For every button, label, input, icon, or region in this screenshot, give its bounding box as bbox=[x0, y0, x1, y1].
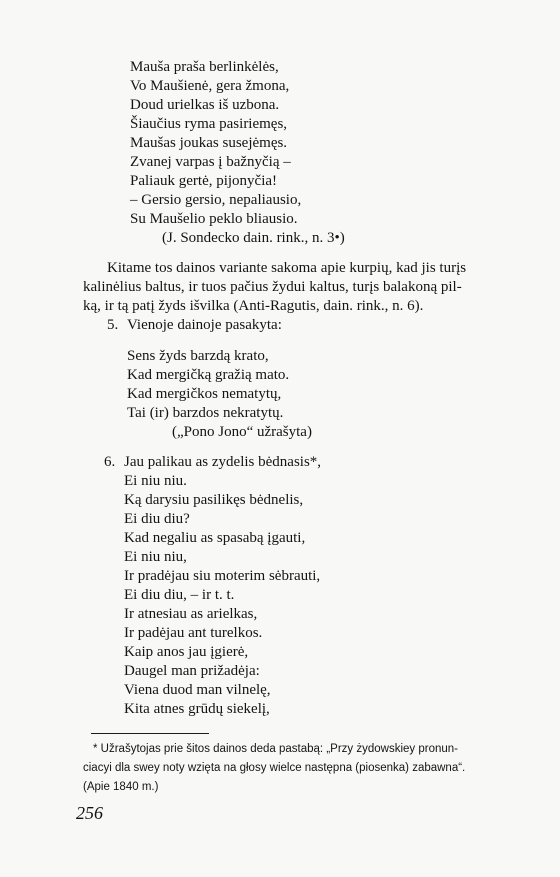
poem-line: Ir padėjau ant turelkos. bbox=[124, 625, 263, 641]
poem-line: Doud urielkas iš uzbona. bbox=[130, 97, 280, 113]
poem-line: Kaip anos jau įgierė, bbox=[124, 644, 249, 660]
paragraph-line: ką, ir tą patį žyds išvilka (Anti-Ragutis, dain. rink., n. 6). bbox=[83, 298, 424, 314]
poem-line: Kad mergičką gražią mato. bbox=[127, 367, 290, 383]
poem-line: Kad mergičkos nematytų, bbox=[127, 386, 282, 402]
poem-line: Su Maušelio peklo bliausio. bbox=[130, 211, 298, 227]
paragraph-line: kalinėlius baltus, ir tuos pačius žydui kaltus, turįs balakoną pil- bbox=[83, 279, 462, 295]
poem-line: Ir pradėjau siu moterim sėbrauti, bbox=[124, 568, 321, 584]
paragraph-line: Kitame tos dainos variante sakoma apie kurpių, kad jis turįs bbox=[107, 260, 467, 276]
poem-line: Tai (ir) barzdos nekratytų. bbox=[127, 405, 284, 421]
poem-source: („Pono Jono“ užrašyta) bbox=[172, 424, 312, 440]
poem-line: – Gersio gersio, nepaliausio, bbox=[130, 192, 302, 208]
prose-paragraph bbox=[83, 259, 533, 316]
item-number: 6. bbox=[104, 454, 116, 470]
poem-line: Kita atnes grūdų siekelį, bbox=[124, 701, 270, 717]
numbered-item-6 bbox=[104, 453, 524, 719]
poem-line: Ei niu niu. bbox=[124, 473, 187, 489]
poem-line: Kad negaliu as spasabą įgauti, bbox=[124, 530, 306, 546]
poem-line: Ir atnesiau as arielkas, bbox=[124, 606, 258, 622]
footnote-line: ciacyi dla swey noty wzięta na głosy wielce następna (piosenka) zabawna“. bbox=[83, 762, 466, 774]
footnote-line: (Apie 1840 m.) bbox=[83, 781, 159, 793]
footnote-divider bbox=[91, 733, 209, 734]
poem-line: Ką darysiu pasilikęs bėdnelis, bbox=[124, 492, 304, 508]
poem-line: Ei diu diu? bbox=[124, 511, 190, 527]
poem-line: Vo Maušienė, gera žmona, bbox=[130, 78, 290, 94]
footnote-line: * Užrašytojas prie šitos dainos deda pastabą: „Przy żydowskiey pronun- bbox=[93, 743, 458, 755]
poem-line: Jau palikau as zydelis bėdnasis*, bbox=[124, 454, 322, 470]
footnote bbox=[83, 740, 538, 797]
poem-one bbox=[130, 58, 470, 248]
poem-two bbox=[127, 347, 467, 442]
poem-line: Zvanej varpas į bažnyčią – bbox=[130, 154, 291, 170]
poem-line: Paliauk gertė, pijonyčia! bbox=[130, 173, 278, 189]
poem-line: Sens žyds barzdą krato, bbox=[127, 348, 269, 364]
poem-line: Daugel man prižadėja: bbox=[124, 663, 260, 679]
poem-line: Viena duod man vilnelę, bbox=[124, 682, 271, 698]
poem-line: Maušas joukas susejėmęs. bbox=[130, 135, 288, 151]
poem-line: Mauša praša berlinkėlės, bbox=[130, 59, 279, 75]
poem-line: Ei diu diu, – ir t. t. bbox=[124, 587, 235, 603]
poem-source: (J. Sondecko dain. rink., n. 3•) bbox=[162, 230, 345, 246]
poem-line: Ei niu niu, bbox=[124, 549, 187, 565]
numbered-item-5 bbox=[107, 316, 507, 335]
poem-line: Šiaučius ryma pasiriemęs, bbox=[130, 116, 288, 132]
page-number: 256 bbox=[76, 803, 103, 823]
item-text: Vienoje dainoje pasakyta: bbox=[127, 317, 282, 333]
item-number: 5. bbox=[107, 317, 119, 333]
